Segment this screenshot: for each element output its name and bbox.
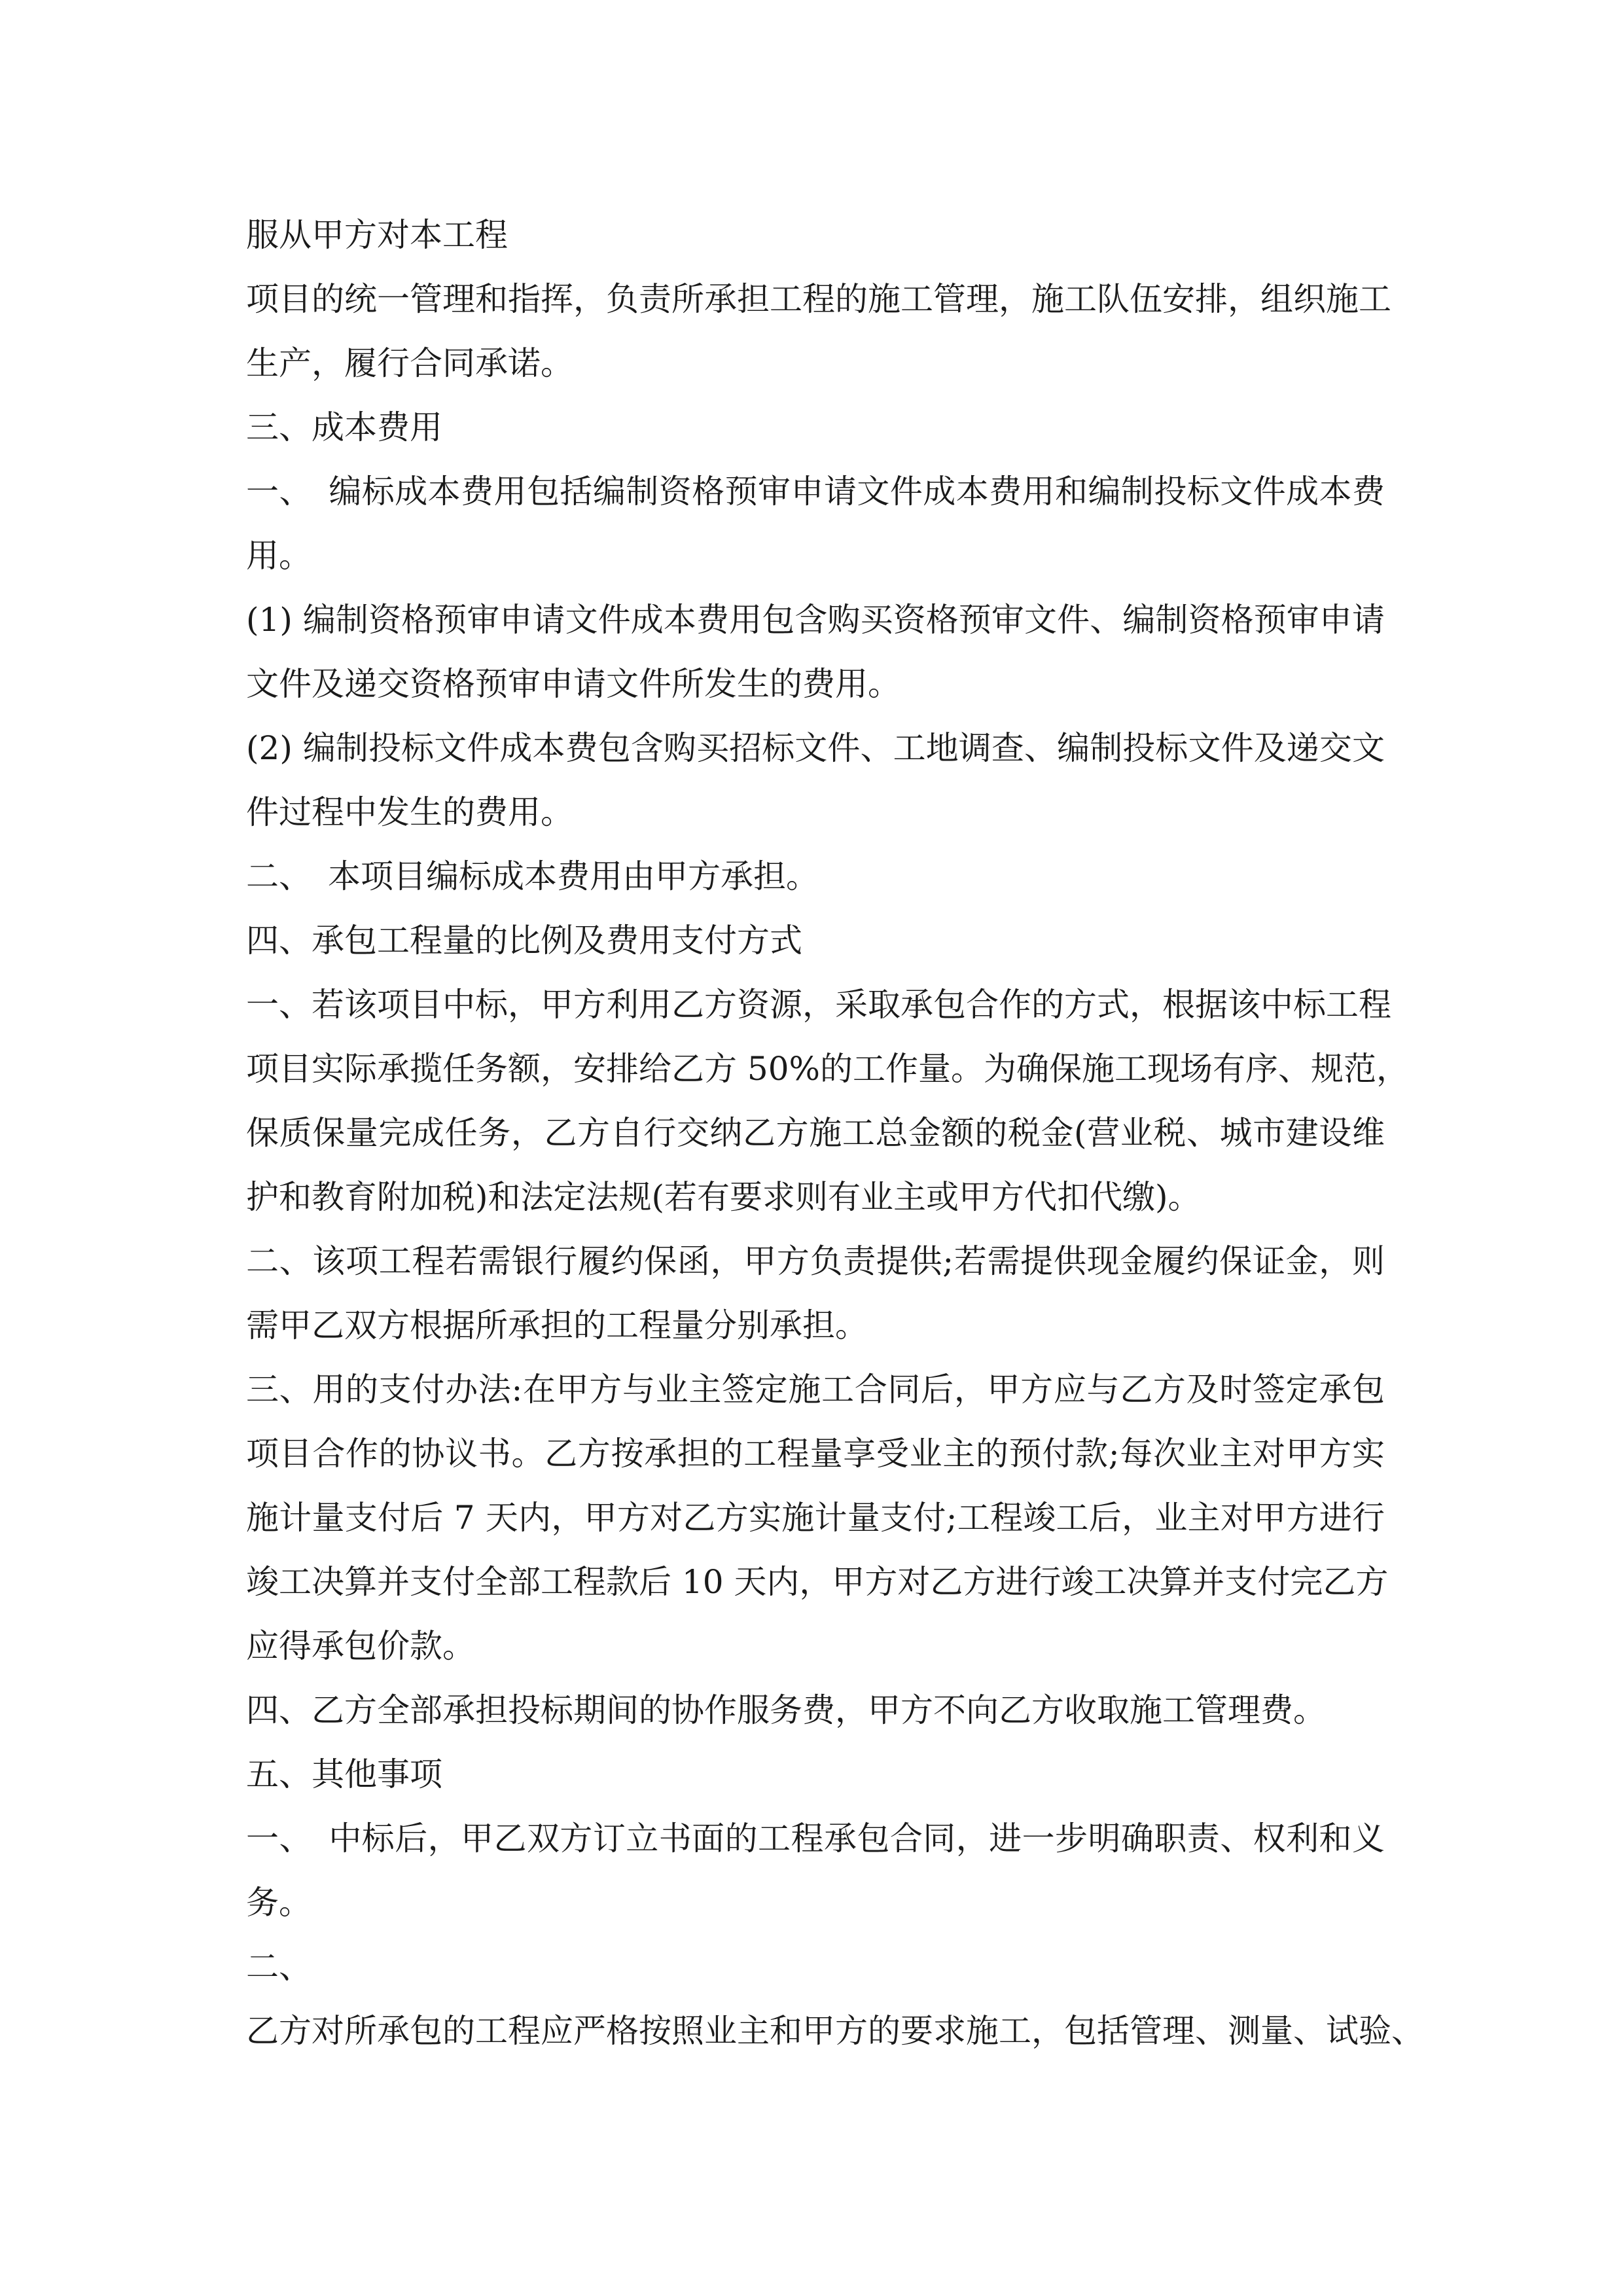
section-heading: 四、承包工程量的比例及费用支付方式: [246, 922, 802, 960]
text-line: 乙方对所承包的工程应严格按照业主和甲方的要求施工，包括管理、测量、试验、: [246, 2012, 1424, 2050]
text-line: 竣工决算并支付全部工程款后 10 天内，甲方对乙方进行竣工决算并支付完乙方: [246, 1563, 1389, 1601]
text-line: 应得承包价款。: [246, 1627, 475, 1665]
text-line: 一、 中标后，甲乙双方订立书面的工程承包合同，进一步明确职责、权利和义: [246, 1820, 1385, 1857]
text-line: 项目合作的协议书。乙方按承担的工程量享受业主的预付款;每次业主对甲方实: [246, 1435, 1385, 1473]
text-line: 生产，履行合同承诺。: [246, 344, 573, 382]
text-line: 保质保量完成任务，乙方自行交纳乙方施工总金额的税金(营业税、城市建设维: [246, 1114, 1385, 1152]
text-line: 件过程中发生的费用。: [246, 793, 573, 831]
text-line: 项目实际承揽任务额，安排给乙方 50%的工作量。为确保施工现场有序、规范，: [246, 1050, 1410, 1088]
text-line: 需甲乙双方根据所承担的工程量分别承担。: [246, 1306, 868, 1344]
text-line: 三、用的支付办法:在甲方与业主签定施工合同后，甲方应与乙方及时签定承包: [246, 1371, 1385, 1408]
text-line: 二、 本项目编标成本费用由甲方承担。: [246, 857, 819, 895]
text-line: 项目的统一管理和指挥，负责所承担工程的施工管理，施工队伍安排，组织施工: [246, 280, 1391, 318]
document-body: [246, 203, 1424, 2063]
text-line: 一、若该项目中标，甲方利用乙方资源，采取承包合作的方式，根据该中标工程: [246, 986, 1391, 1024]
text-line: 二、该项工程若需银行履约保函，甲方负责提供;若需提供现金履约保证金，则: [246, 1242, 1385, 1280]
text-line: 文件及递交资格预审申请文件所发生的费用。: [246, 665, 901, 703]
text-line: (1) 编制资格预审申请文件成本费用包含购买资格预审文件、编制资格预审申请: [246, 601, 1385, 639]
text-line: 四、乙方全部承担投标期间的协作服务费，甲方不向乙方收取施工管理费。: [246, 1691, 1326, 1729]
text-line: 护和教育附加税)和法定法规(若有要求则有业主或甲方代扣代缴)。: [246, 1178, 1201, 1216]
text-line: 一、 编标成本费用包括编制资格预审申请文件成本费用和编制投标文件成本费: [246, 473, 1385, 511]
section-heading: 五、其他事项: [246, 1755, 442, 1793]
text-line: 服从甲方对本工程: [246, 216, 508, 254]
text-line: 务。: [246, 1884, 312, 1922]
section-heading: 三、成本费用: [246, 408, 442, 446]
text-line: (2) 编制投标文件成本费包含购买招标文件、工地调查、编制投标文件及递交文: [246, 729, 1385, 767]
text-line: 用。: [246, 537, 312, 575]
text-line: 二、: [246, 1948, 312, 1986]
text-line: 施计量支付后 7 天内，甲方对乙方实施计量支付;工程竣工后，业主对甲方进行: [246, 1499, 1385, 1537]
